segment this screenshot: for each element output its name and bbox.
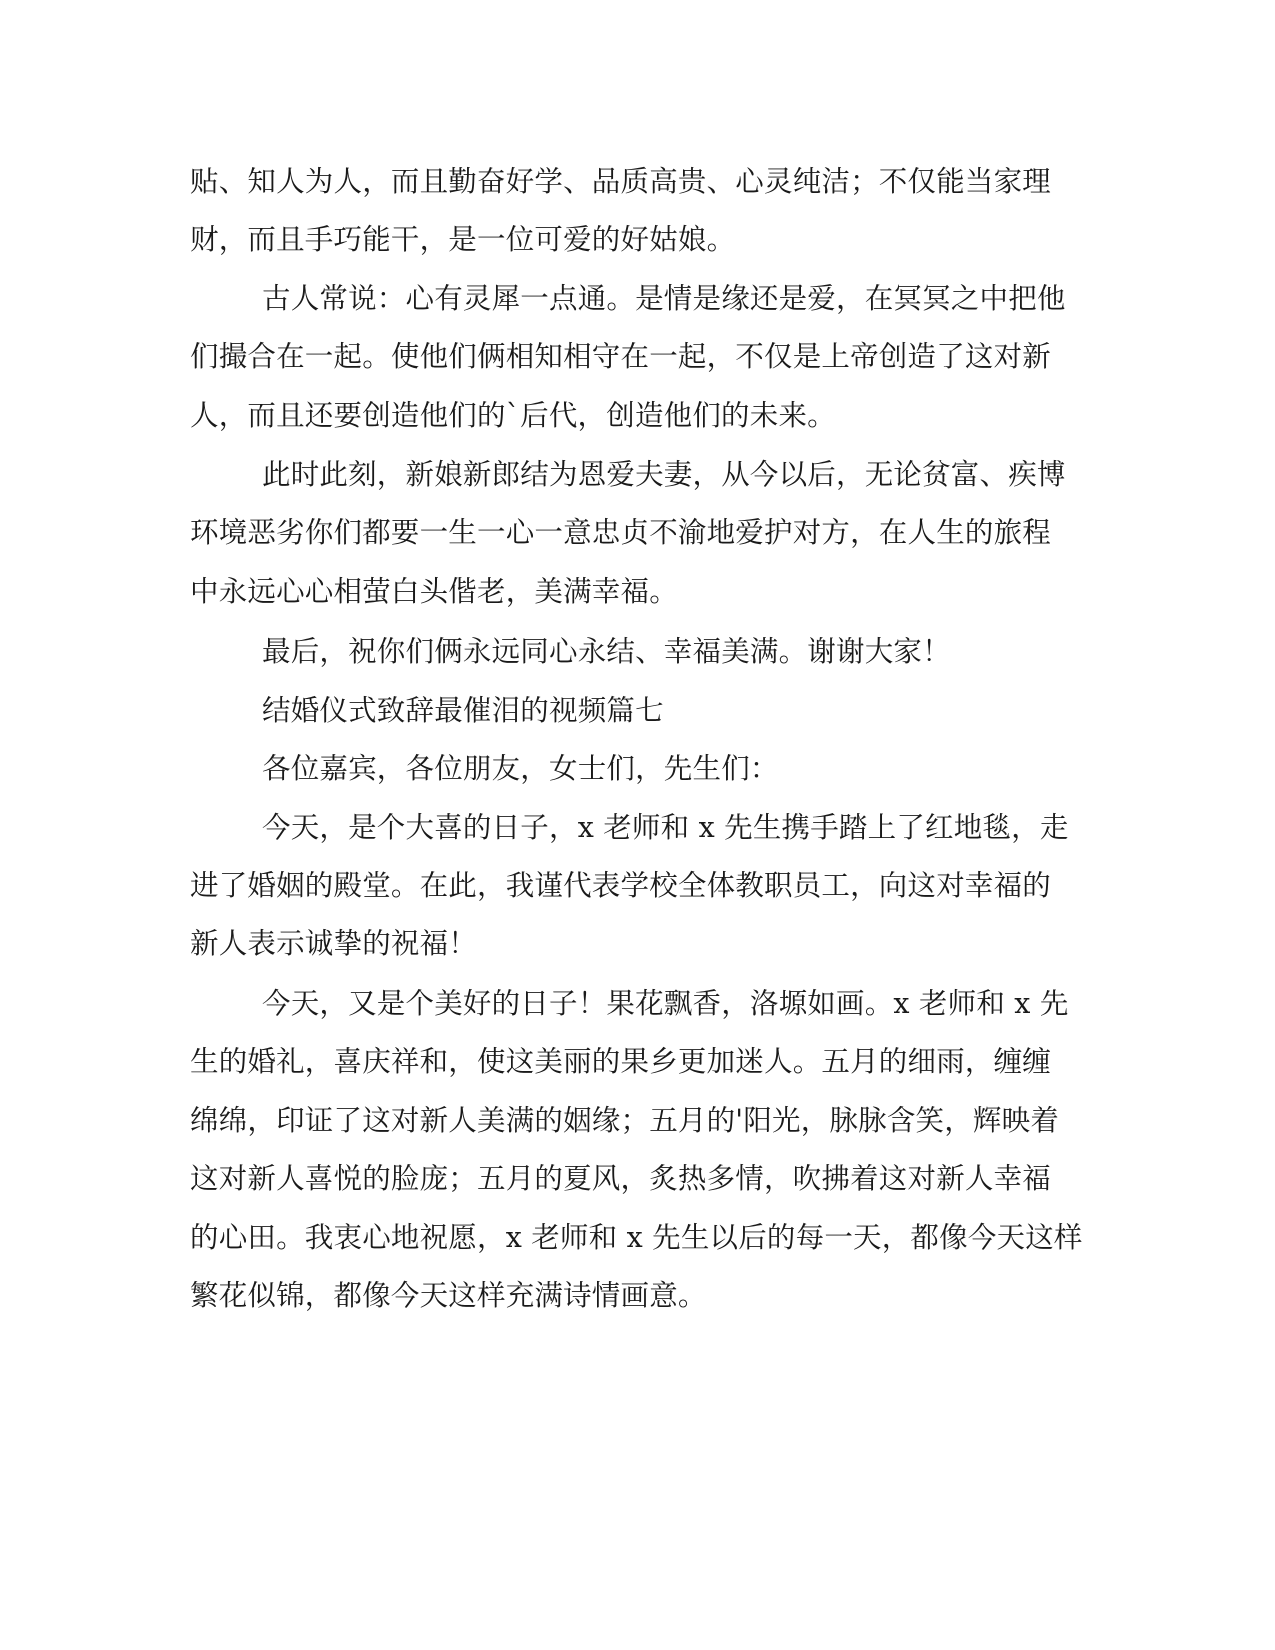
text-line: 绵绵，印证了这对新人美满的姻缘；五月的'阳光，脉脉含笑，辉映着: [190, 1104, 1060, 1137]
text-line: 中永远心心相萤白头偕老，美满幸福。: [190, 575, 678, 608]
text-line: 贴、知人为人，而且勤奋好学、品质高贵、心灵纯洁；不仅能当家理: [190, 165, 1052, 198]
section-heading: 结婚仪式致辞最催泪的视频篇七: [262, 694, 664, 727]
paragraph-start-line: 今天，又是个美好的日子！果花飘香，洛塬如画。x 老师和 x 先: [262, 987, 1069, 1020]
text-line: 生的婚礼，喜庆祥和，使这美丽的果乡更加迷人。五月的细雨，缠缠: [190, 1045, 1052, 1078]
paragraph-start-line: 古人常说：心有灵犀一点通。是情是缘还是爱，在冥冥之中把他: [262, 282, 1066, 315]
salutation-line: 各位嘉宾，各位朋友，女士们，先生们：: [262, 752, 779, 785]
text-line: 人，而且还要创造他们的`后代，创造他们的未来。: [190, 399, 836, 432]
text-line: 繁花似锦，都像今天这样充满诗情画意。: [190, 1279, 707, 1312]
paragraph-start-line: 最后，祝你们俩永远同心永结、幸福美满。谢谢大家！: [262, 635, 951, 668]
paragraph-start-line: 此时此刻，新娘新郎结为恩爱夫妻，从今以后，无论贫富、疾博: [262, 458, 1066, 491]
paragraph-start-line: 今天，是个大喜的日子，x 老师和 x 先生携手踏上了红地毯，走: [262, 811, 1069, 844]
text-line: 环境恶劣你们都要一生一心一意忠贞不渝地爱护对方，在人生的旅程: [190, 516, 1052, 549]
text-line: 的心田。我衷心地祝愿，x 老师和 x 先生以后的每一天，都像今天这样: [190, 1221, 1083, 1254]
text-line: 这对新人喜悦的脸庞；五月的夏风，炙热多情，吹拂着这对新人幸福: [190, 1162, 1052, 1195]
text-line: 进了婚姻的殿堂。在此，我谨代表学校全体教职员工，向这对幸福的: [190, 869, 1052, 902]
text-line: 们撮合在一起。使他们俩相知相守在一起，不仅是上帝创造了这对新: [190, 340, 1052, 373]
text-line: 新人表示诚挚的祝福！: [190, 927, 478, 960]
text-line: 财，而且手巧能干，是一位可爱的好姑娘。: [190, 223, 736, 256]
